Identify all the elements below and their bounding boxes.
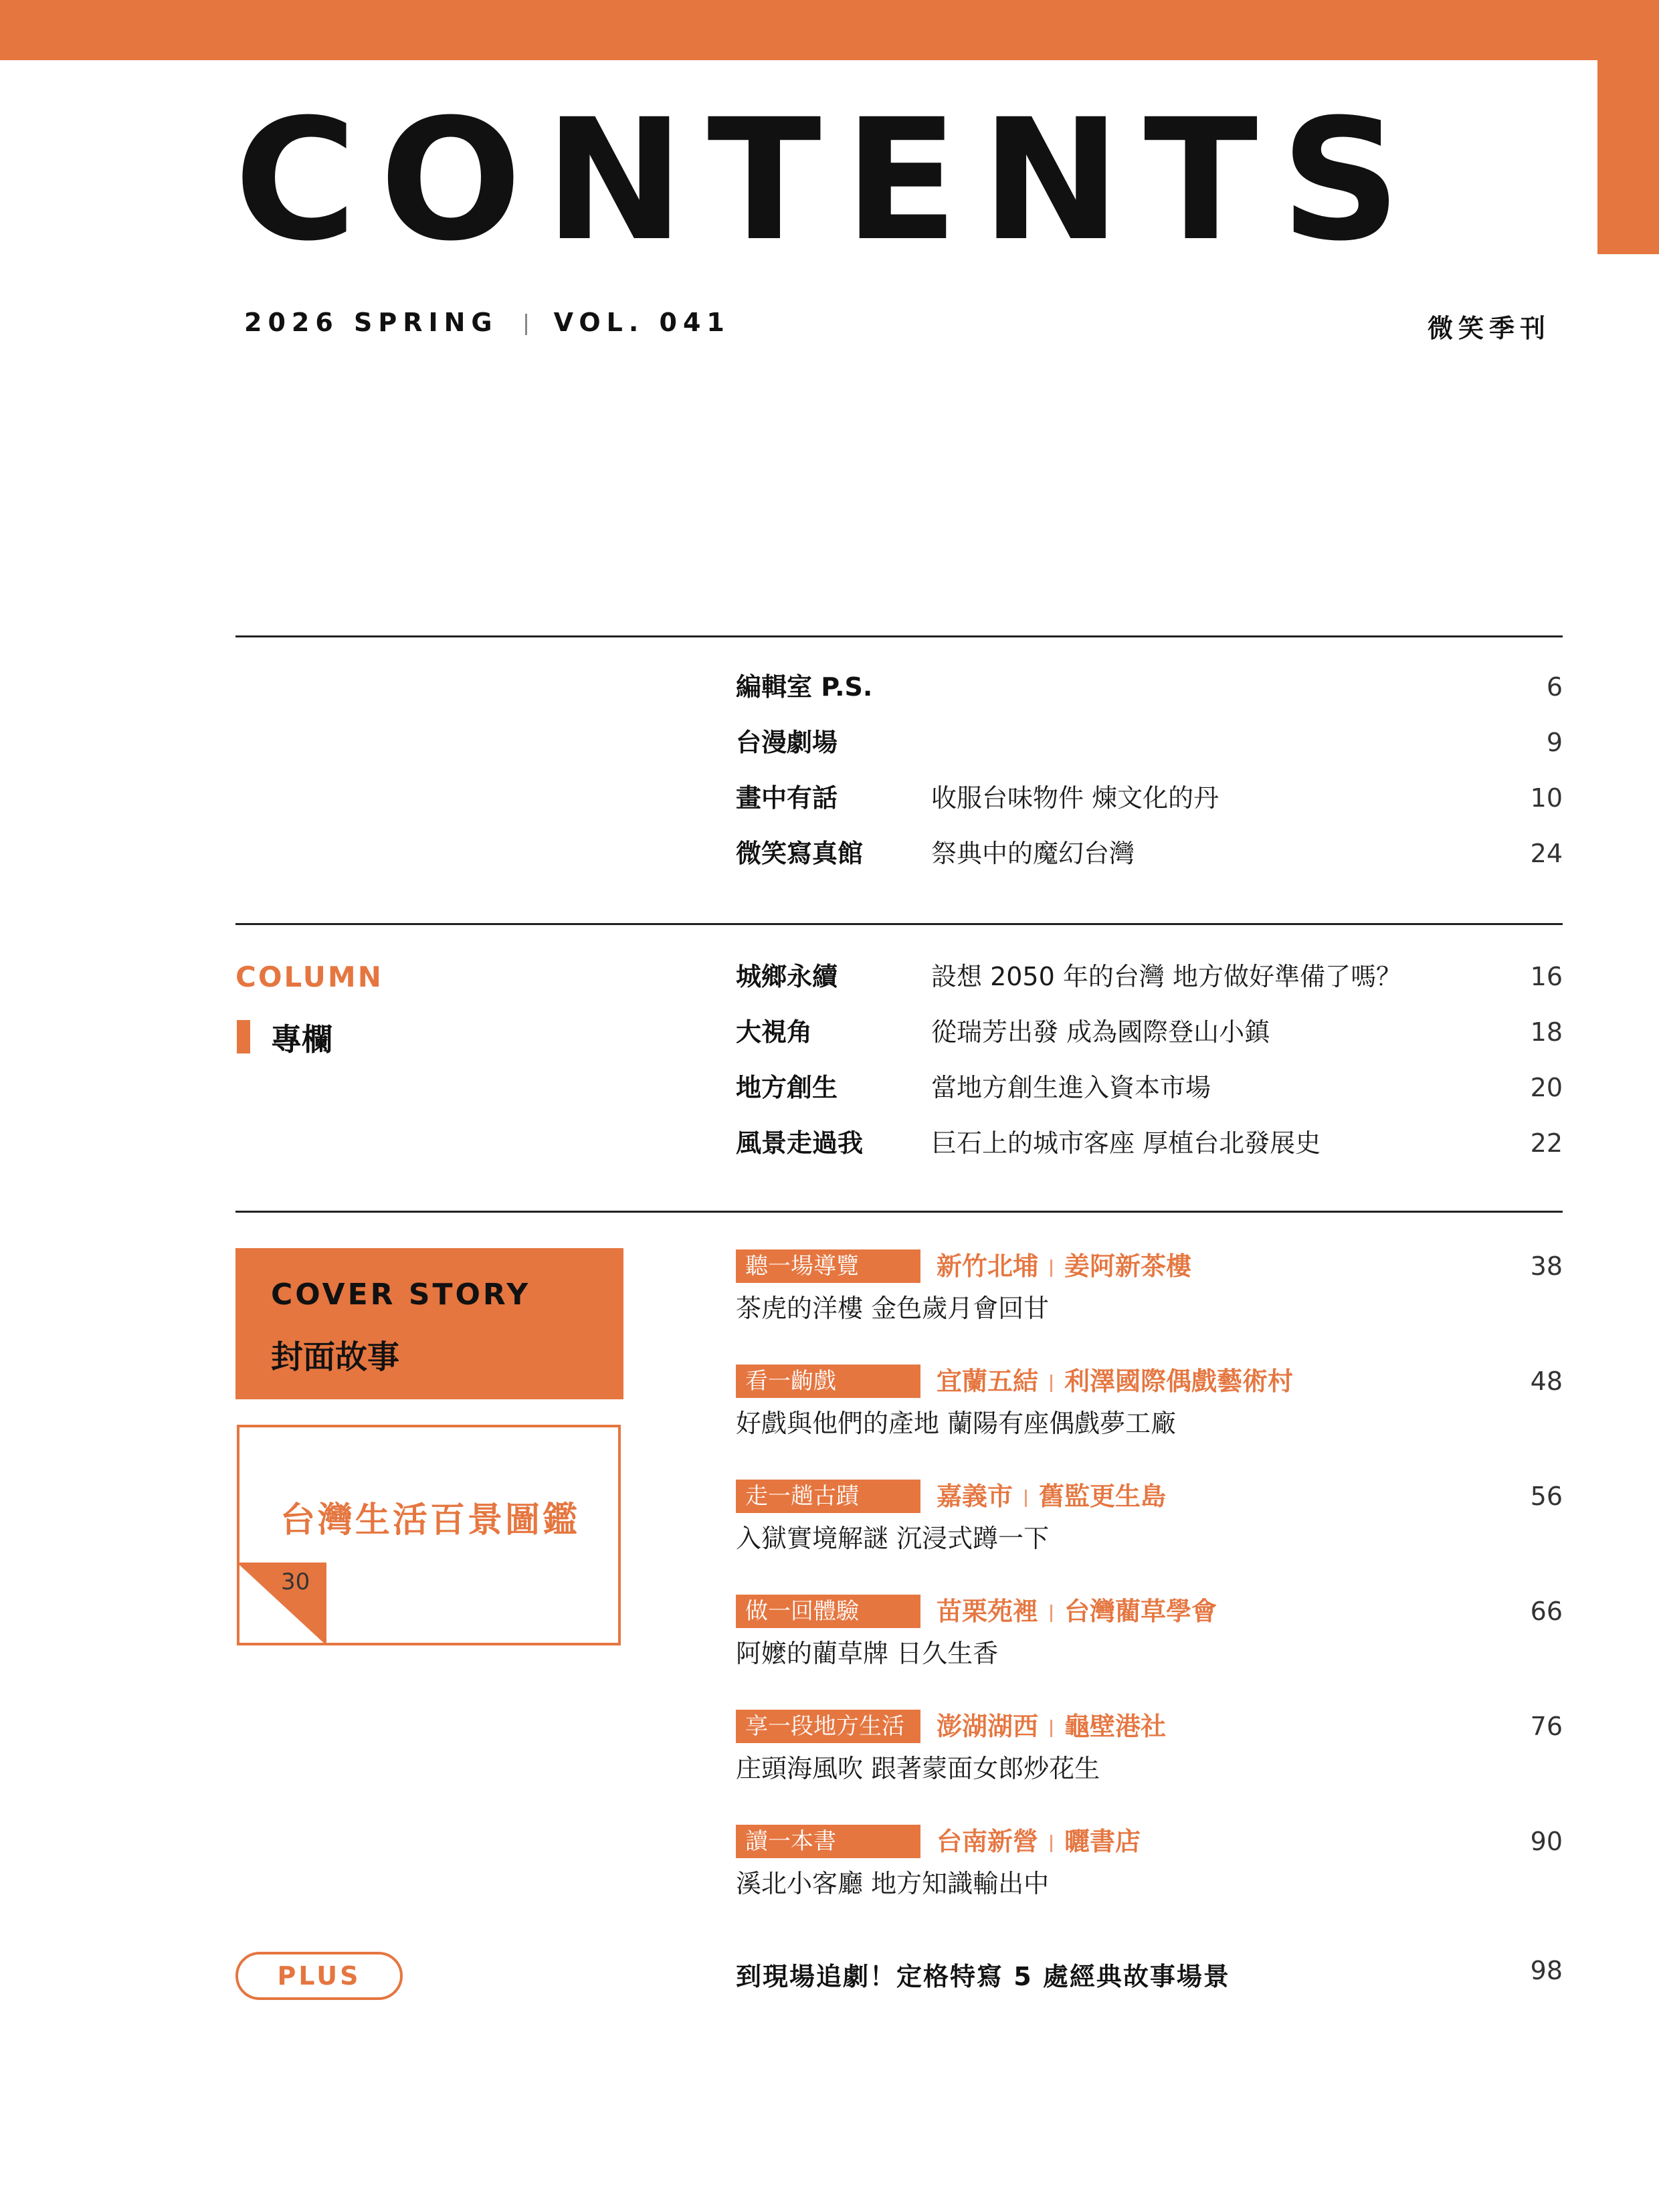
top-accent-bar (0, 0, 1659, 60)
toc-title: 祭典中的魔幻台灣 (931, 839, 1135, 868)
story-tag: 看一齣戲 (736, 1365, 920, 1398)
story-place-region: 宜蘭五結 (937, 1367, 1039, 1396)
toc-section: 風景走過我 (736, 1128, 864, 1158)
column-label-en: COLUMN (235, 961, 383, 993)
plus-title[interactable]: 到現場追劇！定格特寫 5 處經典故事場景 (736, 1962, 1230, 1991)
story-place-region: 台南新營 (937, 1827, 1039, 1856)
page-title: CONTENTS (234, 83, 1424, 278)
magazine-name: 微笑季刊 (1427, 314, 1551, 343)
story-tag: 讀一本書 (736, 1825, 920, 1858)
issue-volume: VOL. 041 (553, 308, 730, 337)
toc-entry[interactable] (736, 778, 1563, 818)
guide-title: 台灣生活百景圖鑑 (280, 1500, 580, 1540)
toc-page: 16 (1530, 962, 1563, 991)
column-marker (237, 1020, 250, 1053)
story-place (937, 1249, 1191, 1283)
toc-entry[interactable] (736, 722, 1563, 763)
section-divider (235, 635, 1563, 637)
toc-section: 地方創生 (736, 1073, 838, 1102)
story-place (937, 1710, 1166, 1743)
story-place-venue: 姜阿新茶樓 (1064, 1251, 1192, 1281)
place-divider (1050, 1835, 1052, 1852)
toc-page: 6 (1546, 672, 1563, 702)
story-page: 56 (1530, 1482, 1563, 1511)
story-page: 76 (1530, 1712, 1563, 1741)
toc-title: 當地方創生進入資本市場 (931, 1073, 1211, 1102)
story-desc: 庄頭海風吹 跟著蒙面女郎炒花生 (736, 1754, 1100, 1783)
toc-title: 從瑞芳出發 成為國際登山小鎮 (931, 1017, 1270, 1047)
toc-section: 城鄉永續 (736, 962, 838, 991)
toc-entry[interactable] (736, 957, 1563, 997)
story-place-region: 新竹北埔 (937, 1251, 1039, 1281)
story-tag: 走一趟古蹟 (736, 1480, 920, 1513)
cover-story-entry[interactable] (736, 1825, 1563, 1918)
toc-page: 9 (1546, 728, 1563, 757)
story-place (937, 1480, 1166, 1513)
cover-story-label-zh: 封面故事 (271, 1338, 400, 1376)
story-place (937, 1825, 1141, 1858)
issue-season: 2026 SPRING (244, 308, 498, 337)
section-divider (235, 923, 1563, 925)
toc-page: 22 (1530, 1128, 1563, 1158)
toc-entry[interactable] (736, 1012, 1563, 1052)
toc-title: 巨石上的城市客座 厚植台北發展史 (931, 1128, 1321, 1158)
story-page: 66 (1530, 1597, 1563, 1626)
toc-section: 畫中有話 (736, 783, 838, 813)
toc-section: 編輯室 P.S. (736, 672, 873, 702)
toc-section: 微笑寫真館 (736, 839, 864, 868)
place-divider (1050, 1260, 1052, 1277)
toc-page: 24 (1530, 839, 1563, 868)
toc-entry[interactable] (736, 667, 1563, 707)
story-tag: 享一段地方生活 (736, 1710, 920, 1743)
section-divider (235, 1211, 1563, 1213)
toc-title: 收服台味物件 煉文化的丹 (931, 783, 1219, 813)
place-divider (1025, 1490, 1027, 1507)
story-place (937, 1595, 1217, 1628)
toc-page: 20 (1530, 1073, 1563, 1102)
plus-badge: PLUS (235, 1952, 403, 2000)
story-desc: 好戲與他們的產地 蘭陽有座偶戲夢工廠 (736, 1409, 1177, 1438)
story-place-region: 嘉義市 (937, 1482, 1013, 1511)
toc-entry[interactable] (736, 833, 1563, 874)
story-place-venue: 曬書店 (1064, 1827, 1141, 1856)
story-page: 90 (1530, 1827, 1563, 1856)
story-place-venue: 舊監更生島 (1039, 1482, 1167, 1511)
story-place-region: 澎湖湖西 (937, 1712, 1039, 1741)
cover-story-entry[interactable] (736, 1595, 1563, 1688)
story-tag: 做一回體驗 (736, 1595, 920, 1628)
story-page: 48 (1530, 1367, 1563, 1396)
cover-story-entry[interactable] (736, 1365, 1563, 1458)
story-place-venue: 台灣藺草學會 (1064, 1597, 1217, 1626)
place-divider (1050, 1720, 1052, 1737)
toc-section: 台漫劇場 (736, 728, 838, 757)
plus-page: 98 (1530, 1956, 1563, 1985)
toc-entry[interactable] (736, 1123, 1563, 1163)
column-label-zh: 專欄 (271, 1021, 332, 1058)
story-place-venue: 龜壁港社 (1064, 1712, 1167, 1741)
story-place (937, 1365, 1293, 1398)
story-tag: 聽一場導覽 (736, 1249, 920, 1283)
toc-section: 大視角 (736, 1017, 813, 1047)
toc-entry[interactable] (736, 1068, 1563, 1108)
toc-title: 設想 2050 年的台灣 地方做好準備了嗎？ (931, 962, 1401, 991)
place-divider (1050, 1375, 1052, 1392)
cover-story-label-en: COVER STORY (271, 1278, 531, 1312)
cover-story-entry[interactable] (736, 1249, 1563, 1343)
toc-page: 18 (1530, 1017, 1563, 1047)
issue-separator (525, 314, 527, 335)
story-place-region: 苗栗苑裡 (937, 1597, 1039, 1626)
story-desc: 阿嬤的藺草牌 日久生香 (736, 1639, 999, 1668)
story-desc: 入獄實境解謎 沉浸式蹲一下 (736, 1524, 1050, 1553)
issue-info (244, 308, 730, 337)
story-desc: 溪北小客廳 地方知識輸出中 (736, 1869, 1050, 1898)
cover-story-entry[interactable] (736, 1480, 1563, 1573)
guide-page: 30 (281, 1569, 310, 1595)
place-divider (1050, 1605, 1052, 1622)
story-desc: 茶虎的洋樓 金色歲月會回甘 (736, 1294, 1050, 1323)
story-place-venue: 利澤國際偶戲藝術村 (1064, 1367, 1294, 1396)
story-page: 38 (1530, 1251, 1563, 1281)
cover-story-entry[interactable] (736, 1710, 1563, 1803)
side-accent-bar (1597, 60, 1659, 254)
toc-page: 10 (1530, 783, 1563, 813)
